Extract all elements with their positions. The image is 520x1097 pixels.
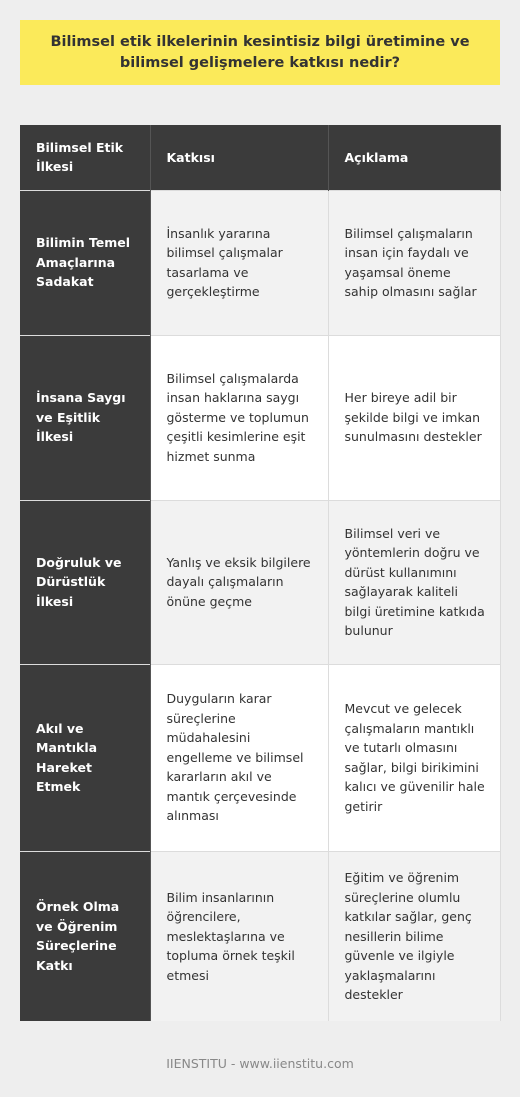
principle-cell: Akıl ve Mantıkla Hareket Etmek bbox=[20, 664, 150, 851]
principle-cell: Bilimin Temel Amaçlarına Sadakat bbox=[20, 190, 150, 335]
explanation-cell: Eğitim ve öğrenim süreçlerine olumlu katkılar sağlar, genç nesillerin bilime güvenle ve ilgiyle yaklaşmalarını destekler bbox=[328, 851, 500, 1021]
table-row bbox=[20, 500, 500, 664]
footer-credit: IIENSTITU - www.iienstitu.com bbox=[166, 1056, 354, 1071]
contribution-cell: Bilimsel çalışmalarda insan haklarına saygı gösterme ve toplumun çeşitli kesimlerine eşit hizmet sunma bbox=[150, 335, 328, 500]
explanation-cell: Mevcut ve gelecek çalışmaların mantıklı ve tutarlı olmasını sağlar, bilgi birikimini kalıcı ve güvenilir hale getirir bbox=[328, 664, 500, 851]
table-row bbox=[20, 851, 500, 1021]
header-principle: Bilimsel Etik İlkesi bbox=[20, 125, 150, 190]
header-explanation: Açıklama bbox=[328, 125, 500, 190]
explanation-cell: Her bireye adil bir şekilde bilgi ve imkan sunulmasını destekler bbox=[328, 335, 500, 500]
principle-cell: İnsana Saygı ve Eşitlik İlkesi bbox=[20, 335, 150, 500]
header-contribution: Katkısı bbox=[150, 125, 328, 190]
table-header-row bbox=[20, 125, 500, 190]
contribution-cell: İnsanlık yararına bilimsel çalışmalar tasarlama ve gerçekleştirme bbox=[150, 190, 328, 335]
contribution-cell: Duyguların karar süreçlerine müdahalesini engelleme ve bilimsel kararların akıl ve mantık çerçevesinde alınması bbox=[150, 664, 328, 851]
contribution-cell: Yanlış ve eksik bilgilere dayalı çalışmaların önüne geçme bbox=[150, 500, 328, 664]
table-row bbox=[20, 190, 500, 335]
contribution-cell: Bilim insanlarının öğrencilere, meslektaşlarına ve topluma örnek teşkil etmesi bbox=[150, 851, 328, 1021]
table-row bbox=[20, 664, 500, 851]
title-banner bbox=[20, 20, 500, 85]
explanation-cell: Bilimsel çalışmaların insan için faydalı ve yaşamsal öneme sahip olmasını sağlar bbox=[328, 190, 500, 335]
principle-cell: Örnek Olma ve Öğrenim Süreçlerine Katkı bbox=[20, 851, 150, 1021]
page-title: Bilimsel etik ilkelerinin kesintisiz bilgi üretimine ve bilimsel gelişmelere katkısı nedir? bbox=[50, 33, 470, 71]
principle-cell: Doğruluk ve Dürüstlük İlkesi bbox=[20, 500, 150, 664]
explanation-cell: Bilimsel veri ve yöntemlerin doğru ve dürüst kullanımını sağlayarak kaliteli bilgi üretimine katkıda bulunur bbox=[328, 500, 500, 664]
ethics-table bbox=[20, 125, 501, 1021]
table-row bbox=[20, 335, 500, 500]
